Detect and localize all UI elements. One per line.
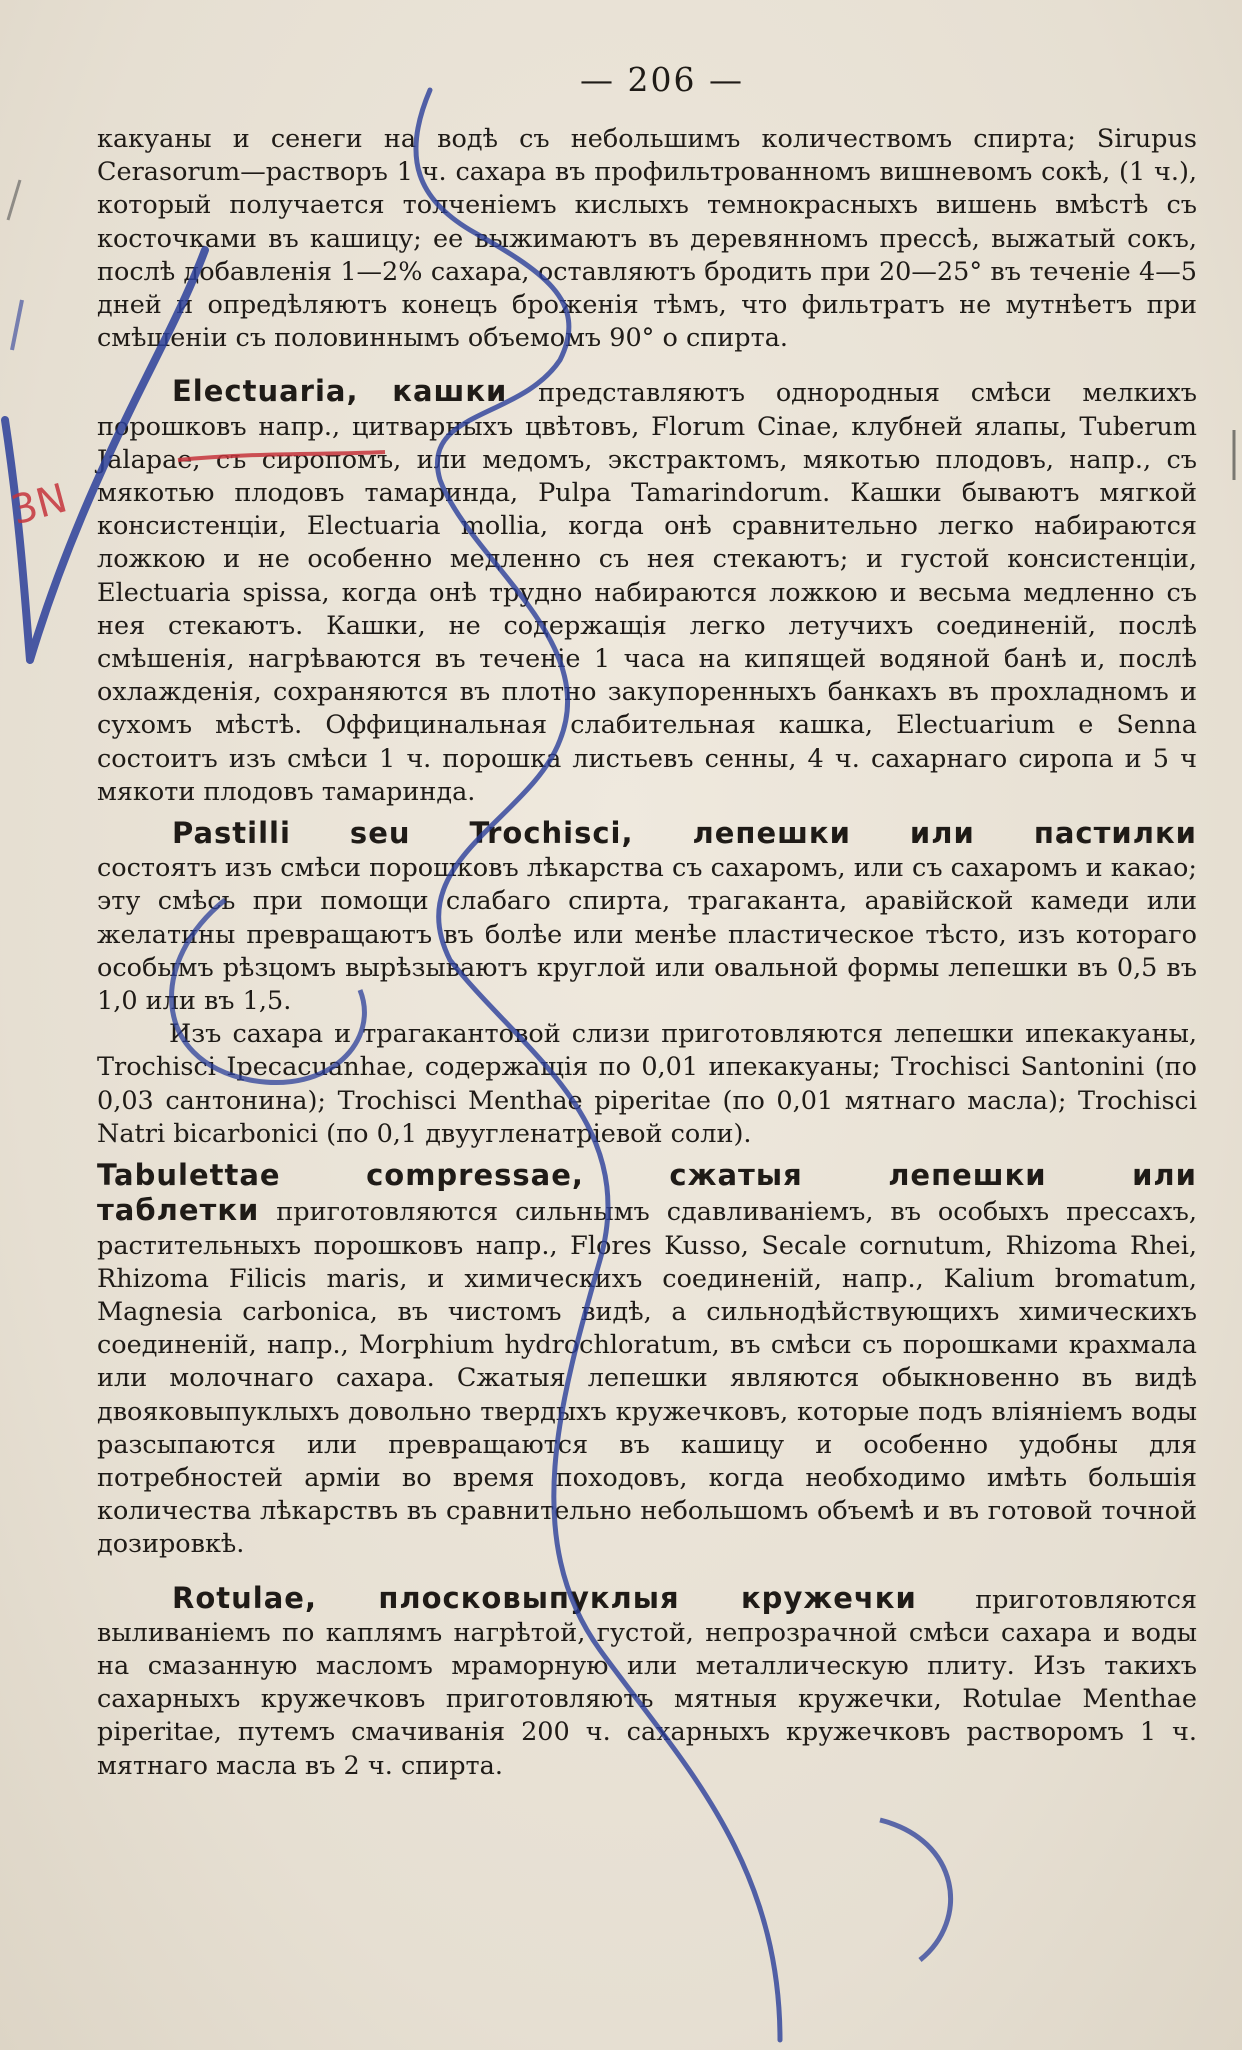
- paragraph-pastilli: [97, 817, 1197, 1018]
- lower-curve-ink: [880, 1820, 951, 1960]
- tabulettae-body: приготовляются сильнымъ сдавливаніемъ, въ особыхъ прессахъ, растительныхъ порошковъ напр., Flores Kusso, Secale cornutum, Rhizoma Rhei, Rhizoma Filicis maris, и химическихъ соединеній, напр., Kalium bromatum, Magnesia carbonica, въ чистомъ видѣ, а сильнодѣйствующихъ химическихъ соединеній, напр., Morphium hydrochloratum, въ смѣси съ порошками крахмала или молочнаго сахара. Сжатыя лепешки являются обыкновенно въ видѣ двояковыпуклыхъ довольно твердыхъ кружечковъ, которые подъ вліяніемъ воды разсыпаются или превращаются въ кашицу и особенно удобны для потребностей арміи во время походовъ, когда необходимо имѣть большія количества лѣкарствъ въ сравнительно небольшомъ объемѣ и въ готовой точной дозировкѣ.: [97, 1197, 1197, 1560]
- paragraph-trochisci: Изъ сахара и трагакантовой слизи приготовляются лепешки ипекакуаны, Trochisci Ipecacuanhae, содержащія по 0,01 ипекакуаны; Trochisci Santonini (по 0,03 сантонина); Trochisci Menthae piperitae (по 0,01 мятнаго масла); Trochisci Natri bicarbonici (по 0,1 двуугленатріевой соли).: [97, 1019, 1197, 1149]
- heading-rotulae: Rotulae, плосковыпуклыя кружечки: [172, 1580, 917, 1615]
- heading-tabulettae: Tabulettae compressae, сжатыя лепешки или: [97, 1158, 1197, 1193]
- page-content: [97, 60, 1197, 1783]
- margin-mark-3n: 3N: [6, 475, 72, 535]
- paragraph-sirupus: какуаны и сенеги на водѣ съ небольшимъ количествомъ спирта; Sirupus Cerasorum—растворъ 1 ч. сахара въ профильтрованномъ вишневомъ сокѣ, (1 ч.), который получается толченіемъ кислыхъ темнокрасныхъ вишень вмѣстѣ съ косточками въ кашицу; ее выжимаютъ въ деревянномъ прессѣ, выжатый сокъ, послѣ добавленія 1—2% сахара, оставляютъ бродить при 20—25° въ теченіе 4—5 дней и опредѣляютъ конецъ броженія тѣмъ, что фильтратъ не мутнѣетъ при смѣшеніи съ половиннымъ объемомъ 90° о спирта.: [97, 124, 1197, 354]
- paragraph-electuaria: [97, 375, 1197, 809]
- heading-pastilli: Pastilli seu Trochisci, лепешки или пастилки: [172, 816, 1197, 851]
- margin-stroke-top: [8, 180, 20, 220]
- paragraph-tabulettae: [97, 1159, 1197, 1561]
- margin-stroke: [12, 300, 22, 350]
- page-number: — 206 —: [580, 60, 744, 99]
- heading-electuaria: Electuaria, кашки: [172, 374, 508, 409]
- pastilli-body: состоятъ изъ смѣси порошковъ лѣкарства съ сахаромъ, или съ сахаромъ и какао; эту смѣсь при помощи слабаго спирта, трагаканта, аравійской камеди или желатины превращаютъ въ болѣе или менѣе пластическое тѣсто, изъ котораго особымъ рѣзцомъ вырѣзываютъ круглой или овальной формы лепешки въ 0,5 въ 1,0 или въ 1,5.: [97, 853, 1197, 1017]
- paragraph-rotulae: [97, 1582, 1197, 1783]
- heading-tabulettae-cont: таблетки: [97, 1193, 260, 1228]
- rotulae-body: приготовляются выливаніемъ по каплямъ нагрѣтой, густой, непрозрачной смѣси сахара и воды на смазанную масломъ мраморную или металлическую плиту. Изъ такихъ сахарныхъ кружечковъ приготовляютъ мятныя кружечки, Rotulae Menthae piperitae, путемъ смачиванія 200 ч. сахарныхъ кружечковъ растворомъ 1 ч. мятнаго масла въ 2 ч. спирта.: [97, 1584, 1197, 1781]
- electuaria-body: представляютъ однородныя смѣси мелкихъ порошковъ напр., цитварныхъ цвѣтовъ, Florum Cinae, клубней ялапы, Tuberum Jalapae, съ сиропомъ, или медомъ, экстрактомъ, мякотью плодовъ, напр., съ мякотью плодовъ тамаринда, Pulpa Tamarindorum. Кашки бываютъ мягкой консистенціи, Electuaria mollia, когда онѣ сравнительно легко набираются ложкою и не особенно медленно съ нея стекаютъ; и густой консистенціи, Electuaria spissa, когда онѣ трудно набираются ложкою и весьма медленно съ нея стекаютъ. Кашки, не содержащія легко летучихъ соединеній, послѣ смѣшенія, нагрѣваются въ теченіе 1 часа на кипящей водяной банѣ и, послѣ охлажденія, сохраняются въ плотно закупоренныхъ банкахъ въ прохладномъ и сухомъ мѣстѣ. Оффицинальная слабительная кашка, Electuarium e Senna состоитъ изъ смѣси 1 ч. порошка листьевъ сенны, 4 ч. сахарнаго сиропа и 5 ч мякоти плодовъ тамаринда.: [97, 378, 1197, 807]
